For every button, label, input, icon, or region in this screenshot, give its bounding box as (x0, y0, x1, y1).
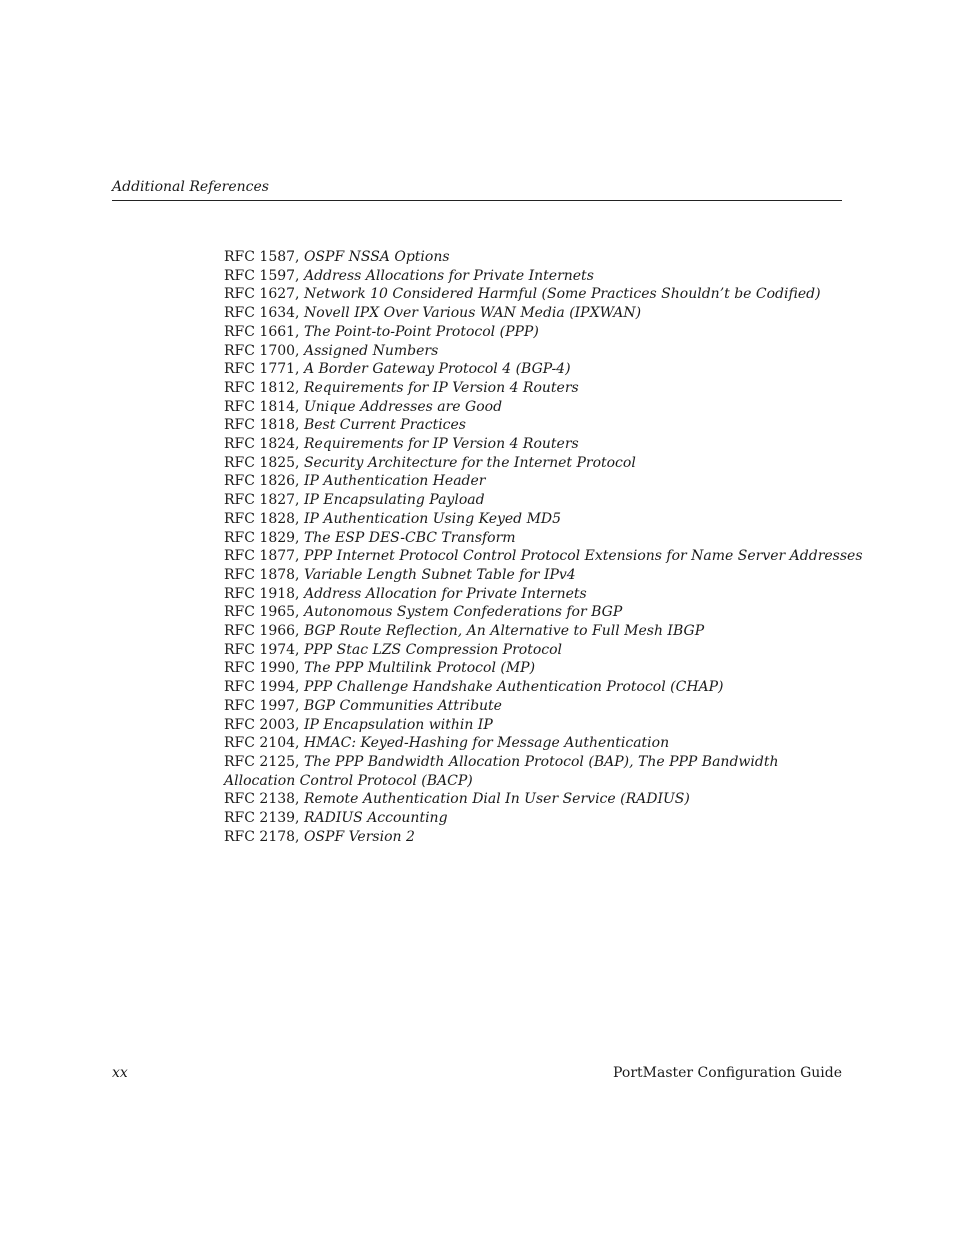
rfc-number: RFC 1812, (224, 379, 300, 396)
list-item (224, 379, 824, 398)
rfc-number: RFC 1828, (224, 510, 300, 527)
rfc-number: RFC 1627, (224, 286, 300, 303)
rfc-number: RFC 2003, (224, 716, 300, 733)
list-item (224, 285, 824, 304)
list-item (224, 304, 824, 323)
list-item (224, 267, 824, 286)
running-header (112, 178, 842, 201)
rfc-title: Best Current Practices (303, 417, 466, 434)
rfc-title: Address Allocation for Private Internets (303, 585, 587, 602)
list-item (224, 585, 824, 604)
rfc-title: Address Allocations for Private Internets (303, 267, 594, 284)
list-item (224, 323, 824, 342)
list-item (224, 547, 863, 566)
rfc-title: PPP Stac LZS Compression Protocol (303, 641, 563, 658)
rfc-title: IP Encapsulation within IP (303, 716, 493, 733)
list-item (224, 435, 824, 454)
list-item (224, 566, 824, 585)
rfc-number: RFC 1700, (224, 342, 300, 359)
rfc-title: Variable Length Subnet Table for IPv4 (303, 566, 576, 583)
rfc-number: RFC 1827, (224, 492, 300, 509)
rfc-title: The ESP DES-CBC Transform (303, 529, 516, 546)
rfc-number: RFC 2138, (224, 791, 300, 808)
rfc-title: HMAC: Keyed-Hashing for Message Authentication (303, 735, 670, 752)
rfc-number: RFC 1634, (224, 305, 300, 322)
rfc-number: RFC 1829, (224, 529, 300, 546)
rfc-title: Security Architecture for the Internet Protocol (303, 454, 636, 471)
list-item (224, 342, 824, 361)
list-item (224, 529, 824, 548)
rfc-title: Network 10 Considered Harmful (Some Practices Shouldn’t be Codified) (303, 286, 821, 303)
rfc-number: RFC 1997, (224, 697, 300, 714)
rfc-title: Novell IPX Over Various WAN Media (IPXWAN) (303, 305, 642, 322)
list-item (224, 828, 824, 847)
rfc-number: RFC 1826, (224, 473, 300, 490)
rfc-title: A Border Gateway Protocol 4 (BGP-4) (303, 361, 571, 378)
rfc-title: Assigned Numbers (303, 342, 439, 359)
rfc-title: IP Authentication Header (303, 473, 486, 490)
rfc-title: Requirements for IP Version 4 Routers (303, 436, 579, 453)
rfc-title: PPP Challenge Handshake Authentication Protocol (CHAP) (303, 679, 724, 696)
list-item (224, 603, 824, 622)
rfc-number: RFC 2178, (224, 828, 300, 845)
rfc-number: RFC 1966, (224, 623, 300, 640)
list-item (224, 248, 824, 267)
rfc-number: RFC 1824, (224, 436, 300, 453)
rfc-number: RFC 2104, (224, 735, 300, 752)
guide-title: PortMaster Configuration Guide (613, 1065, 842, 1081)
list-item (224, 491, 824, 510)
rfc-number: RFC 1918, (224, 585, 300, 602)
rfc-number: RFC 1771, (224, 361, 300, 378)
rfc-number: RFC 2125, (224, 753, 300, 770)
rfc-title: The PPP Multilink Protocol (MP) (303, 660, 536, 677)
list-item (224, 641, 824, 660)
page-footer (112, 1064, 842, 1084)
list-item (224, 697, 824, 716)
rfc-number: RFC 1974, (224, 641, 300, 658)
rfc-number: RFC 1814, (224, 398, 300, 415)
rfc-title: PPP Internet Protocol Control Protocol Extensions for Name Server Addresses (303, 548, 863, 565)
rfc-title: OSPF NSSA Options (303, 249, 450, 265)
rfc-title: Requirements for IP Version 4 Routers (303, 379, 579, 396)
rfc-reference-list (224, 248, 863, 847)
list-item (224, 398, 824, 417)
rfc-number: RFC 1877, (224, 548, 300, 565)
rfc-title: IP Authentication Using Keyed MD5 (303, 510, 562, 527)
rfc-number: RFC 1994, (224, 679, 300, 696)
rfc-number: RFC 1587, (224, 249, 300, 265)
rfc-number: RFC 2139, (224, 810, 300, 827)
list-item (224, 734, 824, 753)
rfc-title: Remote Authentication Dial In User Service (RADIUS) (303, 791, 690, 808)
rfc-number: RFC 1597, (224, 267, 300, 284)
list-item (224, 659, 824, 678)
rfc-number: RFC 1818, (224, 417, 300, 434)
rfc-number: RFC 1990, (224, 660, 300, 677)
running-header-title: Additional References (112, 179, 269, 195)
list-item (224, 809, 824, 828)
rfc-number: RFC 1965, (224, 604, 300, 621)
list-item (224, 790, 824, 809)
rfc-title: OSPF Version 2 (303, 828, 415, 845)
list-item (224, 360, 824, 379)
rfc-number: RFC 1661, (224, 323, 300, 340)
rfc-title: RADIUS Accounting (303, 810, 448, 827)
rfc-title: BGP Route Reflection, An Alternative to Full Mesh IBGP (303, 623, 705, 640)
list-item (224, 622, 824, 641)
list-item (224, 472, 824, 491)
list-item (224, 454, 824, 473)
rfc-title: BGP Communities Attribute (303, 697, 502, 714)
list-item (224, 510, 824, 529)
page-number: xx (112, 1065, 128, 1081)
rfc-title: IP Encapsulating Payload (303, 492, 485, 509)
list-item (224, 716, 824, 735)
list-item (224, 678, 824, 697)
rfc-number: RFC 1878, (224, 566, 300, 583)
rfc-number: RFC 1825, (224, 454, 300, 471)
rfc-title: The Point-to-Point Protocol (PPP) (303, 323, 539, 340)
rfc-title: The PPP Bandwidth Allocation Protocol (BAP), The PPP Bandwidth Allocation Control Protocol (BACP) (224, 753, 779, 789)
rfc-title: Autonomous System Confederations for BGP (303, 604, 623, 621)
list-item (224, 416, 824, 435)
rfc-title: Unique Addresses are Good (303, 398, 503, 415)
list-item (224, 753, 814, 790)
